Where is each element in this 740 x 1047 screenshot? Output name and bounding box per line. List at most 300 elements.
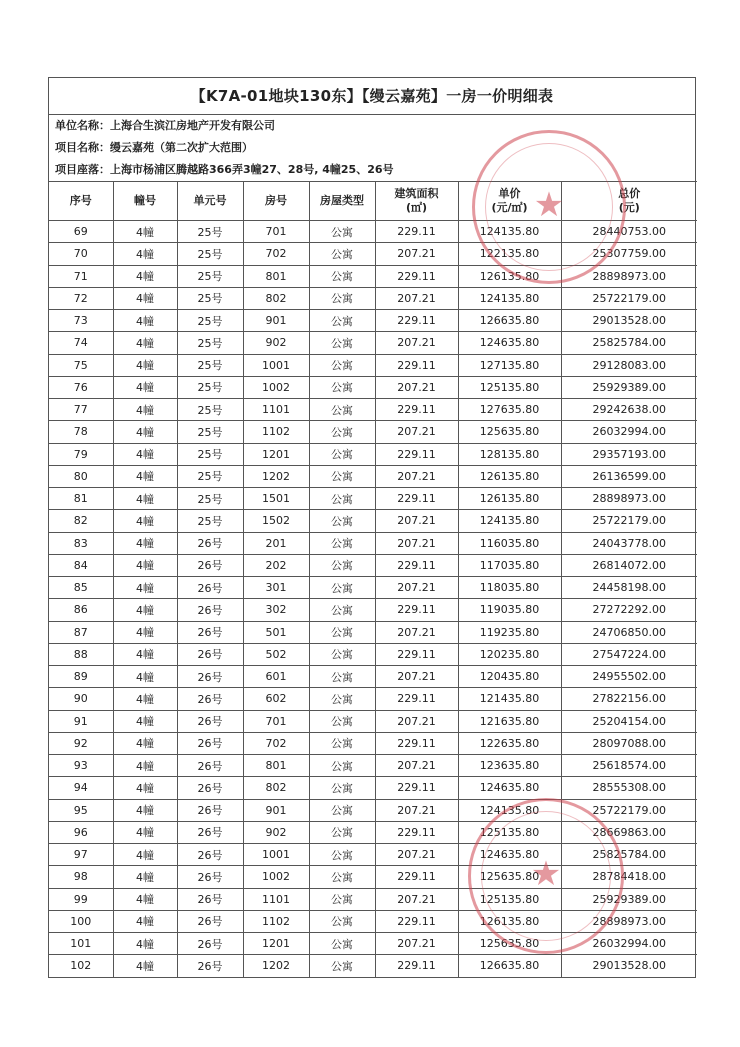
cell-unit: 26号 xyxy=(177,888,243,910)
cell-building: 4幢 xyxy=(113,621,177,643)
cell-seq: 82 xyxy=(49,510,113,532)
cell-type: 公寓 xyxy=(309,443,375,465)
cell-room: 701 xyxy=(243,221,309,243)
cell-type: 公寓 xyxy=(309,710,375,732)
cell-unit: 26号 xyxy=(177,799,243,821)
cell-building: 4幢 xyxy=(113,532,177,554)
table-row xyxy=(49,577,697,599)
cell-room: 902 xyxy=(243,332,309,354)
cell-seq: 83 xyxy=(49,532,113,554)
header-type: 房屋类型 xyxy=(309,182,375,221)
cell-building: 4幢 xyxy=(113,310,177,332)
header-room: 房号 xyxy=(243,182,309,221)
cell-area: 229.11 xyxy=(375,910,458,932)
cell-area: 207.21 xyxy=(375,421,458,443)
cell-area: 229.11 xyxy=(375,399,458,421)
table-row xyxy=(49,666,697,688)
cell-type: 公寓 xyxy=(309,955,375,977)
cell-total: 25307759.00 xyxy=(561,243,697,265)
cell-room: 1001 xyxy=(243,354,309,376)
cell-area: 207.21 xyxy=(375,577,458,599)
header-area-label: 建筑面积 xyxy=(394,187,439,200)
cell-type: 公寓 xyxy=(309,287,375,309)
cell-room: 302 xyxy=(243,599,309,621)
cell-area: 207.21 xyxy=(375,532,458,554)
table-row xyxy=(49,554,697,576)
table-row xyxy=(49,888,697,910)
cell-room: 1001 xyxy=(243,844,309,866)
price-table xyxy=(49,181,697,977)
cell-area: 207.21 xyxy=(375,621,458,643)
cell-total: 29013528.00 xyxy=(561,955,697,977)
cell-unit: 26号 xyxy=(177,643,243,665)
cell-unit: 25号 xyxy=(177,443,243,465)
cell-seq: 90 xyxy=(49,688,113,710)
cell-total: 29242638.00 xyxy=(561,399,697,421)
table-row xyxy=(49,221,697,243)
seal-star-icon: ★ xyxy=(533,185,565,225)
cell-price: 126135.80 xyxy=(458,465,561,487)
project-location: 项目座落：上海市杨浦区腾越路366弄3幢27、28号, 4幢25、26号 xyxy=(55,163,394,176)
cell-building: 4幢 xyxy=(113,354,177,376)
cell-building: 4幢 xyxy=(113,910,177,932)
cell-type: 公寓 xyxy=(309,310,375,332)
cell-unit: 26号 xyxy=(177,777,243,799)
cell-seq: 81 xyxy=(49,488,113,510)
cell-building: 4幢 xyxy=(113,465,177,487)
cell-room: 1102 xyxy=(243,421,309,443)
cell-total: 25204154.00 xyxy=(561,710,697,732)
cell-area: 207.21 xyxy=(375,799,458,821)
cell-area: 229.11 xyxy=(375,354,458,376)
cell-building: 4幢 xyxy=(113,844,177,866)
cell-total: 29357193.00 xyxy=(561,443,697,465)
cell-total: 25618574.00 xyxy=(561,755,697,777)
cell-total: 27547224.00 xyxy=(561,643,697,665)
cell-seq: 95 xyxy=(49,799,113,821)
cell-total: 26032994.00 xyxy=(561,933,697,955)
cell-area: 207.21 xyxy=(375,844,458,866)
cell-unit: 26号 xyxy=(177,910,243,932)
cell-total: 28898973.00 xyxy=(561,265,697,287)
table-row xyxy=(49,376,697,398)
cell-type: 公寓 xyxy=(309,888,375,910)
cell-room: 901 xyxy=(243,799,309,821)
cell-type: 公寓 xyxy=(309,777,375,799)
table-row xyxy=(49,933,697,955)
header-price xyxy=(458,182,561,221)
cell-price: 116035.80 xyxy=(458,532,561,554)
table-row xyxy=(49,710,697,732)
table-row xyxy=(49,310,697,332)
cell-price: 120435.80 xyxy=(458,666,561,688)
cell-unit: 25号 xyxy=(177,354,243,376)
cell-room: 301 xyxy=(243,577,309,599)
cell-area: 207.21 xyxy=(375,376,458,398)
cell-building: 4幢 xyxy=(113,777,177,799)
cell-price: 125135.80 xyxy=(458,888,561,910)
cell-unit: 26号 xyxy=(177,710,243,732)
cell-price: 124635.80 xyxy=(458,777,561,799)
cell-area: 229.11 xyxy=(375,221,458,243)
cell-building: 4幢 xyxy=(113,443,177,465)
cell-room: 902 xyxy=(243,821,309,843)
cell-seq: 101 xyxy=(49,933,113,955)
cell-type: 公寓 xyxy=(309,532,375,554)
cell-building: 4幢 xyxy=(113,821,177,843)
cell-type: 公寓 xyxy=(309,265,375,287)
cell-room: 1101 xyxy=(243,888,309,910)
seal-star-icon: ★ xyxy=(530,854,562,894)
cell-room: 201 xyxy=(243,532,309,554)
cell-total: 25722179.00 xyxy=(561,510,697,532)
cell-area: 207.21 xyxy=(375,666,458,688)
cell-building: 4幢 xyxy=(113,221,177,243)
cell-price: 124135.80 xyxy=(458,799,561,821)
cell-price: 117035.80 xyxy=(458,554,561,576)
cell-unit: 25号 xyxy=(177,265,243,287)
table-row xyxy=(49,532,697,554)
cell-total: 25929389.00 xyxy=(561,888,697,910)
cell-building: 4幢 xyxy=(113,488,177,510)
cell-price: 124135.80 xyxy=(458,287,561,309)
cell-building: 4幢 xyxy=(113,554,177,576)
cell-room: 802 xyxy=(243,777,309,799)
table-row xyxy=(49,399,697,421)
header-area-unit: (㎡) xyxy=(405,201,428,214)
cell-price: 124135.80 xyxy=(458,221,561,243)
cell-building: 4幢 xyxy=(113,933,177,955)
cell-building: 4幢 xyxy=(113,888,177,910)
cell-building: 4幢 xyxy=(113,666,177,688)
cell-price: 121635.80 xyxy=(458,710,561,732)
cell-seq: 100 xyxy=(49,910,113,932)
table-row xyxy=(49,866,697,888)
cell-seq: 72 xyxy=(49,287,113,309)
cell-seq: 99 xyxy=(49,888,113,910)
table-row xyxy=(49,755,697,777)
table-row xyxy=(49,265,697,287)
cell-price: 124635.80 xyxy=(458,844,561,866)
cell-total: 24706850.00 xyxy=(561,621,697,643)
table-row xyxy=(49,243,697,265)
cell-unit: 26号 xyxy=(177,554,243,576)
cell-type: 公寓 xyxy=(309,643,375,665)
cell-price: 126135.80 xyxy=(458,488,561,510)
cell-seq: 70 xyxy=(49,243,113,265)
cell-area: 207.21 xyxy=(375,933,458,955)
cell-total: 28898973.00 xyxy=(561,910,697,932)
cell-unit: 25号 xyxy=(177,510,243,532)
cell-room: 801 xyxy=(243,265,309,287)
cell-type: 公寓 xyxy=(309,910,375,932)
cell-seq: 97 xyxy=(49,844,113,866)
cell-type: 公寓 xyxy=(309,421,375,443)
cell-total: 26032994.00 xyxy=(561,421,697,443)
cell-price: 121435.80 xyxy=(458,688,561,710)
cell-area: 229.11 xyxy=(375,443,458,465)
cell-total: 24458198.00 xyxy=(561,577,697,599)
table-body xyxy=(49,221,697,977)
cell-building: 4幢 xyxy=(113,510,177,532)
cell-seq: 80 xyxy=(49,465,113,487)
cell-room: 1201 xyxy=(243,933,309,955)
cell-building: 4幢 xyxy=(113,287,177,309)
cell-unit: 25号 xyxy=(177,332,243,354)
cell-seq: 102 xyxy=(49,955,113,977)
cell-area: 207.21 xyxy=(375,465,458,487)
cell-total: 25825784.00 xyxy=(561,332,697,354)
cell-room: 502 xyxy=(243,643,309,665)
cell-building: 4幢 xyxy=(113,243,177,265)
cell-unit: 26号 xyxy=(177,732,243,754)
cell-room: 1501 xyxy=(243,488,309,510)
cell-total: 28784418.00 xyxy=(561,866,697,888)
cell-building: 4幢 xyxy=(113,577,177,599)
cell-total: 29128083.00 xyxy=(561,354,697,376)
cell-building: 4幢 xyxy=(113,643,177,665)
cell-unit: 26号 xyxy=(177,821,243,843)
cell-seq: 89 xyxy=(49,666,113,688)
cell-building: 4幢 xyxy=(113,955,177,977)
cell-area: 229.11 xyxy=(375,821,458,843)
cell-unit: 25号 xyxy=(177,465,243,487)
cell-room: 1502 xyxy=(243,510,309,532)
cell-price: 118035.80 xyxy=(458,577,561,599)
cell-area: 207.21 xyxy=(375,510,458,532)
header-total-unit: (元) xyxy=(618,201,640,214)
cell-unit: 25号 xyxy=(177,310,243,332)
cell-room: 1201 xyxy=(243,443,309,465)
table-row xyxy=(49,621,697,643)
table-row xyxy=(49,287,697,309)
cell-area: 207.21 xyxy=(375,243,458,265)
cell-unit: 26号 xyxy=(177,688,243,710)
cell-unit: 26号 xyxy=(177,532,243,554)
table-row xyxy=(49,599,697,621)
cell-type: 公寓 xyxy=(309,577,375,599)
cell-total: 28669863.00 xyxy=(561,821,697,843)
cell-seq: 84 xyxy=(49,554,113,576)
company-name: 单位名称：上海合生滨江房地产开发有限公司 xyxy=(55,119,275,132)
cell-type: 公寓 xyxy=(309,666,375,688)
cell-unit: 26号 xyxy=(177,844,243,866)
cell-total: 26814072.00 xyxy=(561,554,697,576)
cell-room: 901 xyxy=(243,310,309,332)
cell-seq: 74 xyxy=(49,332,113,354)
cell-seq: 86 xyxy=(49,599,113,621)
cell-unit: 26号 xyxy=(177,599,243,621)
cell-seq: 73 xyxy=(49,310,113,332)
cell-price: 124135.80 xyxy=(458,510,561,532)
cell-building: 4幢 xyxy=(113,399,177,421)
cell-price: 125635.80 xyxy=(458,866,561,888)
cell-total: 24043778.00 xyxy=(561,532,697,554)
header-price-label: 单价 xyxy=(498,187,521,200)
cell-type: 公寓 xyxy=(309,621,375,643)
cell-unit: 25号 xyxy=(177,243,243,265)
cell-area: 229.11 xyxy=(375,777,458,799)
cell-total: 25722179.00 xyxy=(561,287,697,309)
cell-price: 125135.80 xyxy=(458,821,561,843)
cell-area: 229.11 xyxy=(375,310,458,332)
cell-seq: 77 xyxy=(49,399,113,421)
cell-building: 4幢 xyxy=(113,866,177,888)
header-total xyxy=(561,182,697,221)
cell-type: 公寓 xyxy=(309,755,375,777)
cell-room: 1202 xyxy=(243,955,309,977)
cell-room: 702 xyxy=(243,243,309,265)
cell-area: 229.11 xyxy=(375,554,458,576)
table-row xyxy=(49,732,697,754)
cell-unit: 26号 xyxy=(177,621,243,643)
cell-area: 229.11 xyxy=(375,488,458,510)
document-title: 【K7A-01地块130东】【缦云嘉苑】一房一价明细表 xyxy=(49,78,695,115)
cell-price: 128135.80 xyxy=(458,443,561,465)
cell-unit: 25号 xyxy=(177,421,243,443)
cell-price: 122135.80 xyxy=(458,243,561,265)
cell-type: 公寓 xyxy=(309,510,375,532)
table-row xyxy=(49,421,697,443)
price-sheet xyxy=(48,77,696,978)
cell-total: 25929389.00 xyxy=(561,376,697,398)
cell-unit: 25号 xyxy=(177,376,243,398)
cell-building: 4幢 xyxy=(113,755,177,777)
cell-unit: 25号 xyxy=(177,287,243,309)
cell-seq: 76 xyxy=(49,376,113,398)
cell-type: 公寓 xyxy=(309,554,375,576)
table-row xyxy=(49,510,697,532)
cell-total: 27272292.00 xyxy=(561,599,697,621)
cell-price: 125135.80 xyxy=(458,376,561,398)
cell-seq: 96 xyxy=(49,821,113,843)
cell-seq: 75 xyxy=(49,354,113,376)
cell-type: 公寓 xyxy=(309,844,375,866)
table-row xyxy=(49,354,697,376)
header-area xyxy=(375,182,458,221)
cell-type: 公寓 xyxy=(309,732,375,754)
cell-area: 207.21 xyxy=(375,710,458,732)
cell-unit: 26号 xyxy=(177,933,243,955)
cell-unit: 25号 xyxy=(177,399,243,421)
cell-price: 127135.80 xyxy=(458,354,561,376)
cell-price: 125635.80 xyxy=(458,421,561,443)
table-row xyxy=(49,910,697,932)
cell-type: 公寓 xyxy=(309,688,375,710)
cell-building: 4幢 xyxy=(113,688,177,710)
cell-building: 4幢 xyxy=(113,265,177,287)
cell-room: 501 xyxy=(243,621,309,643)
table-row xyxy=(49,488,697,510)
cell-total: 25825784.00 xyxy=(561,844,697,866)
cell-total: 28097088.00 xyxy=(561,732,697,754)
table-row xyxy=(49,643,697,665)
cell-area: 229.11 xyxy=(375,732,458,754)
cell-room: 701 xyxy=(243,710,309,732)
cell-type: 公寓 xyxy=(309,933,375,955)
cell-seq: 71 xyxy=(49,265,113,287)
cell-room: 1002 xyxy=(243,376,309,398)
cell-building: 4幢 xyxy=(113,332,177,354)
cell-area: 207.21 xyxy=(375,332,458,354)
cell-type: 公寓 xyxy=(309,332,375,354)
cell-room: 702 xyxy=(243,732,309,754)
cell-total: 29013528.00 xyxy=(561,310,697,332)
cell-total: 24955502.00 xyxy=(561,666,697,688)
header-building: 幢号 xyxy=(113,182,177,221)
cell-unit: 25号 xyxy=(177,221,243,243)
cell-type: 公寓 xyxy=(309,354,375,376)
cell-seq: 93 xyxy=(49,755,113,777)
cell-price: 119235.80 xyxy=(458,621,561,643)
cell-total: 28898973.00 xyxy=(561,488,697,510)
cell-type: 公寓 xyxy=(309,821,375,843)
cell-price: 122635.80 xyxy=(458,732,561,754)
cell-building: 4幢 xyxy=(113,599,177,621)
cell-building: 4幢 xyxy=(113,376,177,398)
cell-area: 229.11 xyxy=(375,866,458,888)
table-row xyxy=(49,844,697,866)
cell-type: 公寓 xyxy=(309,866,375,888)
cell-seq: 98 xyxy=(49,866,113,888)
cell-area: 229.11 xyxy=(375,643,458,665)
cell-price: 126635.80 xyxy=(458,955,561,977)
cell-unit: 26号 xyxy=(177,755,243,777)
cell-seq: 94 xyxy=(49,777,113,799)
cell-price: 127635.80 xyxy=(458,399,561,421)
cell-room: 801 xyxy=(243,755,309,777)
cell-area: 229.11 xyxy=(375,955,458,977)
cell-unit: 26号 xyxy=(177,666,243,688)
cell-price: 123635.80 xyxy=(458,755,561,777)
cell-room: 601 xyxy=(243,666,309,688)
cell-room: 1202 xyxy=(243,465,309,487)
cell-seq: 87 xyxy=(49,621,113,643)
cell-price: 126635.80 xyxy=(458,310,561,332)
cell-area: 207.21 xyxy=(375,287,458,309)
header-total-label: 总价 xyxy=(618,187,641,200)
cell-room: 202 xyxy=(243,554,309,576)
cell-room: 1101 xyxy=(243,399,309,421)
cell-area: 229.11 xyxy=(375,265,458,287)
cell-price: 126135.80 xyxy=(458,265,561,287)
cell-building: 4幢 xyxy=(113,421,177,443)
cell-area: 229.11 xyxy=(375,599,458,621)
cell-area: 229.11 xyxy=(375,688,458,710)
table-row xyxy=(49,777,697,799)
cell-seq: 69 xyxy=(49,221,113,243)
table-row xyxy=(49,465,697,487)
table-row xyxy=(49,443,697,465)
cell-type: 公寓 xyxy=(309,376,375,398)
cell-room: 1102 xyxy=(243,910,309,932)
cell-unit: 26号 xyxy=(177,955,243,977)
cell-seq: 79 xyxy=(49,443,113,465)
cell-total: 25722179.00 xyxy=(561,799,697,821)
cell-type: 公寓 xyxy=(309,599,375,621)
cell-unit: 26号 xyxy=(177,866,243,888)
header-price-unit: (元/㎡) xyxy=(491,201,528,214)
table-row xyxy=(49,799,697,821)
cell-price: 120235.80 xyxy=(458,643,561,665)
table-row xyxy=(49,821,697,843)
table-row xyxy=(49,332,697,354)
cell-building: 4幢 xyxy=(113,732,177,754)
cell-unit: 26号 xyxy=(177,577,243,599)
table-header-row xyxy=(49,182,697,221)
cell-seq: 92 xyxy=(49,732,113,754)
cell-price: 125635.80 xyxy=(458,933,561,955)
